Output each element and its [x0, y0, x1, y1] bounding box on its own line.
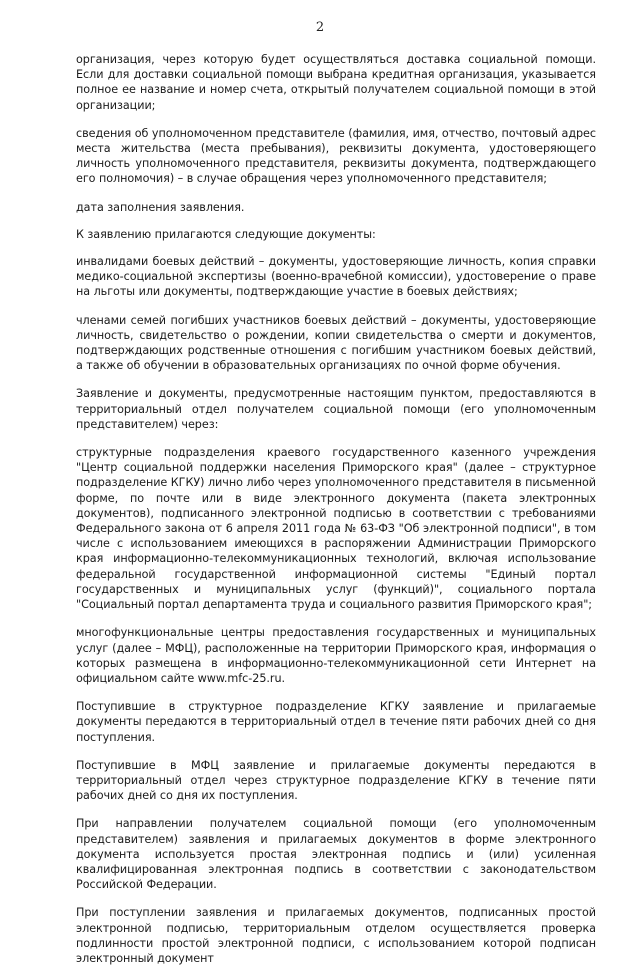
paragraph-mfc-centers: многофункциональные центры предоставления государственных и муниципальных услуг (далее – МФЦ), расположенные на территории Приморского края, информация о которых размещена в информационно-телекоммуникационной сети Интернет на официальном сайте www.mfc-25.ru.: [76, 626, 596, 685]
paragraph-mfc-transfer: Поступившие в МФЦ заявление и прилагаемые документы передаются в территориальный отдел через структурное подразделение КГКУ в течение пяти рабочих дней со дня их поступления.: [76, 758, 596, 803]
paragraph-representative-info: сведения об уполномоченном представителе (фамилия, имя, отчество, почтовый адрес места жительства (места пребывания), реквизиты документа, удостоверяющего личность уполномоченного представителя, реквизиты документа, подтверждающего его полномочия) – в случае обращения через уполномоченного представителя;: [76, 126, 596, 186]
paragraph-credit-organization: организация, через которую будет осуществляться доставка социальной помощи. Если для доставки социальной помощи выбрана кредитная организация, указывается полное ее название и номер счета, открытый получателем социальной помощи в этой организации;: [76, 53, 596, 112]
paragraph-kgku-transfer: Поступившие в структурное подразделение КГКУ заявление и прилагаемые документы передаются в территориальный отдел в течение пяти рабочих дней со дня поступления.: [76, 700, 596, 744]
paragraph-signature-verification: При поступлении заявления и прилагаемых документов, подписанных простой электронной подписью, территориальным отделом осуществляется проверка подлинности простой электронной подписи, с использованием которой подписан электронный документ: [76, 906, 596, 965]
paragraph-attached-documents: К заявлению прилагаются следующие документы:: [76, 227, 376, 241]
document-body: [76, 52, 596, 979]
paragraph-fill-date: дата заполнения заявления.: [76, 200, 245, 214]
paragraph-electronic-signature: При направлении получателем социальной помощи (его уполномоченным представителем) заявления и прилагаемых документов в форме электронного документа используется простая электронная подпись и (или) усиленная квалифицированная электронная подпись в соответствии с законодательством Российской Федерации.: [76, 817, 596, 892]
paragraph-kgku-units: структурные подразделения краевого государственного казенного учреждения "Центр социальной поддержки населения Приморского края" (далее – структурное подразделение КГКУ) лично либо через уполномоченного представителя в письменной форме, по почте или в виде электронного документа (пакета электронных документов), подписанного электронной подписью в соответствии с требованиями Федерального закона от 6 апреля 2011 года № 63-ФЗ "Об электронной подписи", в том числе с использованием имеющихся в распоряжении Администрации Приморского края информационно-телекоммуникационных технологий, включая использование федеральной государственной информационной системы "Единый портал государственных и муниципальных услуг (функций)", социального портала "Социальный портал департамента труда и социального развития Приморского края";: [76, 446, 596, 612]
paragraph-disabled-veterans: инвалидами боевых действий – документы, удостоверяющие личность, копия справки медико-социальной экспертизы (военно-врачебной комиссии), удостоверение о праве на льготы или документы, подтверждающие участие в боевых действиях;: [76, 255, 596, 299]
paragraph-family-members: членами семей погибших участников боевых действий – документы, удостоверяющие личность, свидетельство о рождении, копии свидетельства о смерти и документов, подтверждающих родственные отношения с погибшим участником боевых действий, а также об обучении в образовательных организациях по очной форме обучения.: [76, 313, 596, 373]
page-number: 2: [315, 20, 325, 35]
paragraph-submission-channels: Заявление и документы, предусмотренные настоящим пунктом, предоставляются в территориальный отдел получателем социальной помощи (его уполномоченным представителем) через:: [76, 387, 596, 431]
